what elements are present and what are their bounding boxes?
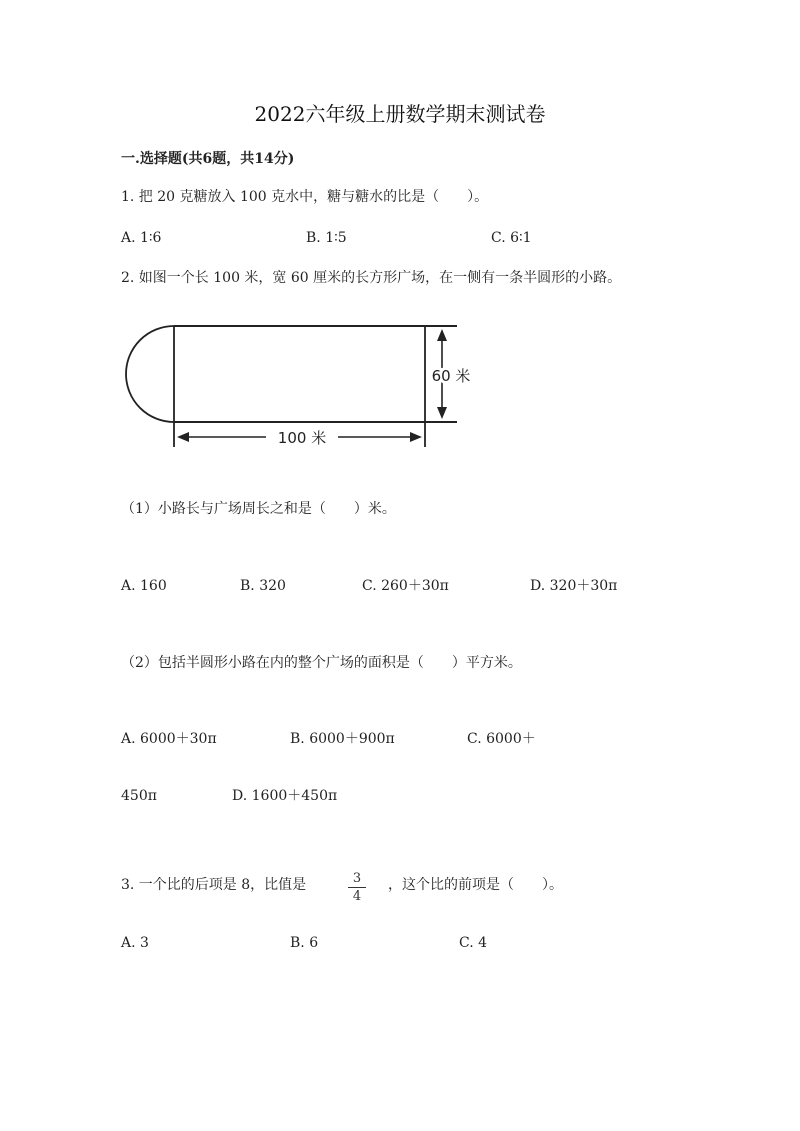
question-2-1-option-a: A. 160 (121, 578, 167, 594)
question-1-option-b: B. 1∶5 (306, 230, 347, 246)
semicircle-path (126, 326, 174, 422)
question-2-1-option-d: D. 320＋30π (530, 578, 618, 594)
ratio-fraction (346, 871, 368, 904)
width-arrowhead-top (437, 329, 447, 341)
question-1-option-c: C. 6∶1 (491, 230, 532, 246)
width-label: 60 米 (431, 367, 471, 385)
question-2-2-option-d: D. 1600＋450π (232, 788, 338, 804)
question-1-option-a: A. 1∶6 (121, 230, 162, 246)
section-heading-choice: 一.选择题(共6题，共14分) (121, 151, 295, 167)
question-2-2-option-c: C. 6000＋ (467, 731, 536, 747)
question-3-stem-start: 3. 一个比的后项是 8，比值是 (121, 877, 307, 893)
question-3-option-a: A. 3 (121, 935, 149, 951)
page-title: 2022六年级上册数学期末测试卷 (254, 102, 546, 126)
question-3-option-b: B. 6 (290, 935, 319, 951)
question-2-1-option-c: C. 260＋30π (362, 578, 449, 594)
length-arrowhead-right (410, 432, 422, 442)
length-label: 100 米 (277, 429, 327, 447)
question-3-stem-end: ，这个比的前项是（ ）。 (388, 877, 563, 893)
question-2-2-option-b: B. 6000＋900π (290, 731, 395, 747)
question-2-2-option-c-continued: 450π (121, 788, 157, 804)
question-2-stem: 2. 如图一个长 100 米，宽 60 厘米的长方形广场，在一侧有一条半圆形的小路。 (121, 270, 622, 286)
length-arrowhead-left (177, 432, 189, 442)
question-2-1-option-b: B. 320 (240, 578, 286, 594)
fraction-numerator: 3 (352, 871, 362, 886)
question-1-stem: 1. 把 20 克糖放入 100 克水中，糖与糖水的比是（ ）。 (121, 189, 489, 205)
question-2-2-stem: （2）包括半圆形小路在内的整个广场的面积是（ ）平方米。 (121, 655, 522, 671)
fraction-denominator: 4 (352, 889, 362, 904)
width-arrowhead-bottom (437, 407, 447, 419)
fraction-bar (348, 887, 366, 888)
question-2-2-option-a: A. 6000＋30π (121, 731, 217, 747)
question-3-option-c: C. 4 (459, 935, 488, 951)
question-2-1-stem: （1）小路长与广场周长之和是（ ）米。 (121, 501, 396, 517)
